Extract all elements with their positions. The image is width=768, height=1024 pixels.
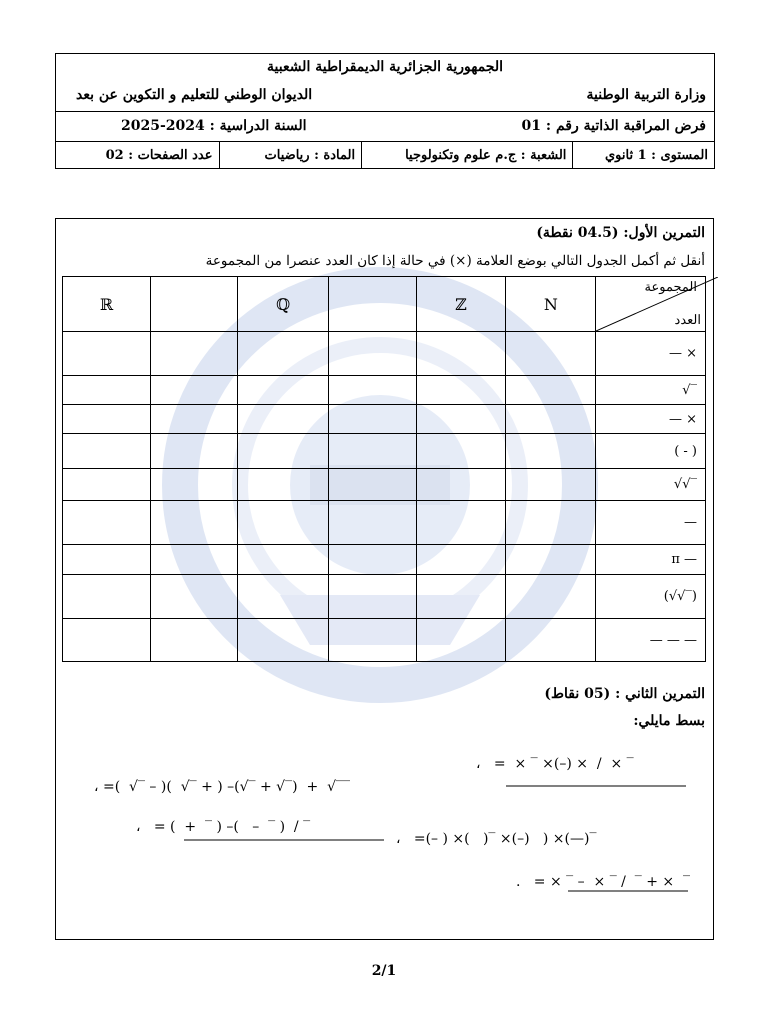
cell[interactable] xyxy=(63,376,151,405)
cell[interactable] xyxy=(506,332,596,376)
cell[interactable] xyxy=(506,405,596,434)
row-number: — × xyxy=(596,332,706,376)
cell[interactable] xyxy=(151,501,238,545)
col-header-N: N xyxy=(506,277,596,332)
cell[interactable] xyxy=(63,434,151,469)
cell[interactable] xyxy=(328,575,416,619)
fraction-bar xyxy=(568,890,688,892)
cell[interactable] xyxy=(63,545,151,575)
row-number: π — xyxy=(596,545,706,575)
expression-1-left: ، =( √‾ – )( √‾ + ) –(√‾ + √‾) + √‾‾ xyxy=(94,779,351,795)
row-number: √√‾ xyxy=(596,469,706,501)
cell[interactable] xyxy=(506,376,596,405)
expression-2-right: ، =(– ) ×( )‾ ×(–) ) ×(—)‾ xyxy=(396,831,597,847)
cell[interactable] xyxy=(151,469,238,501)
cell[interactable] xyxy=(328,619,416,662)
table-corner-cell xyxy=(596,277,706,332)
row-number: √‾ xyxy=(596,376,706,405)
pages-label: عدد الصفحات : 02 xyxy=(105,147,213,163)
table-row xyxy=(63,332,706,376)
fraction-bar xyxy=(506,785,686,787)
cell[interactable] xyxy=(151,619,238,662)
page-number: 2/1 xyxy=(371,963,397,979)
table-row xyxy=(63,545,706,575)
cell[interactable] xyxy=(416,405,506,434)
col-header-Z: ℤ xyxy=(416,277,506,332)
table-header-row xyxy=(63,277,706,332)
cell[interactable] xyxy=(328,405,416,434)
cell[interactable] xyxy=(506,501,596,545)
cell[interactable] xyxy=(416,545,506,575)
cell[interactable] xyxy=(63,575,151,619)
header-row-exam xyxy=(55,111,715,141)
cell[interactable] xyxy=(416,501,506,545)
cell[interactable] xyxy=(63,619,151,662)
table-row xyxy=(63,376,706,405)
row-number: — xyxy=(596,501,706,545)
header-row-info xyxy=(55,141,715,169)
col-header-R: ℝ xyxy=(63,277,151,332)
cell[interactable] xyxy=(238,619,329,662)
table-row xyxy=(63,575,706,619)
cell[interactable] xyxy=(151,332,238,376)
fraction-bar xyxy=(184,839,384,841)
cell[interactable] xyxy=(238,545,329,575)
table-row xyxy=(63,469,706,501)
exercise2-instruction: بسط مايلي: xyxy=(633,713,705,729)
cell[interactable] xyxy=(238,332,329,376)
cell[interactable] xyxy=(416,332,506,376)
row-number: (√√‾) xyxy=(596,575,706,619)
expression-3: . = × ‾ – × ‾ / ‾ + × ‾ xyxy=(516,874,691,890)
corner-set-label: المجموعة xyxy=(644,280,697,295)
col-header-Q: ℚ xyxy=(238,277,329,332)
header-row-institution xyxy=(55,53,715,111)
cell[interactable] xyxy=(151,575,238,619)
table-row xyxy=(63,405,706,434)
col-header-empty-1 xyxy=(328,277,416,332)
sets-table xyxy=(62,276,706,662)
cell[interactable] xyxy=(151,405,238,434)
cell[interactable] xyxy=(506,469,596,501)
exam-title: فرض المراقبة الذاتية رقم : 01 xyxy=(521,118,706,134)
exercise1-instruction: أنقل ثم أكمل الجدول التالي بوضع العلامة (×) في حالة إذا كان العدد عنصرا من المجموعة xyxy=(205,253,705,269)
cell[interactable] xyxy=(238,376,329,405)
cell[interactable] xyxy=(416,434,506,469)
cell[interactable] xyxy=(416,575,506,619)
row-number: — × xyxy=(596,405,706,434)
ministry-name: وزارة التربية الوطنية xyxy=(586,87,706,103)
cell[interactable] xyxy=(151,545,238,575)
cell[interactable] xyxy=(151,376,238,405)
office-name: الديوان الوطني للتعليم و التكوين عن بعد xyxy=(76,87,313,103)
republic-title: الجمهورية الجزائرية الديمقراطية الشعبية xyxy=(266,59,503,75)
cell[interactable] xyxy=(238,405,329,434)
cell[interactable] xyxy=(328,434,416,469)
table-row xyxy=(63,434,706,469)
cell[interactable] xyxy=(238,575,329,619)
exam-header xyxy=(55,53,715,169)
cell[interactable] xyxy=(328,376,416,405)
expression-2-left: ، = ( + ‾ ) –( – ‾ ) / ‾ xyxy=(136,819,311,835)
cell[interactable] xyxy=(63,405,151,434)
corner-number-label: العدد xyxy=(674,313,701,328)
expression-1-right: ، = × ‾ ×(–) × / × ‾ xyxy=(476,756,634,772)
cell[interactable] xyxy=(416,376,506,405)
row-number: ( - ) xyxy=(596,434,706,469)
cell[interactable] xyxy=(416,469,506,501)
exercise1-title: التمرين الأول: (04.5 نقطة) xyxy=(536,225,705,241)
cell[interactable] xyxy=(238,469,329,501)
cell[interactable] xyxy=(63,332,151,376)
cell[interactable] xyxy=(151,434,238,469)
cell[interactable] xyxy=(506,619,596,662)
cell[interactable] xyxy=(328,501,416,545)
col-header-empty-2 xyxy=(151,277,238,332)
row-number: — — — xyxy=(596,619,706,662)
cell[interactable] xyxy=(238,434,329,469)
cell[interactable] xyxy=(506,575,596,619)
cell[interactable] xyxy=(506,545,596,575)
table-row xyxy=(63,501,706,545)
cell[interactable] xyxy=(328,332,416,376)
stream-label: الشعبة : ج.م علوم وتكنولوجيا xyxy=(361,142,572,168)
school-year: السنة الدراسية : 2024-2025 xyxy=(121,118,307,134)
cell[interactable] xyxy=(238,501,329,545)
table-row xyxy=(63,619,706,662)
cell[interactable] xyxy=(63,469,151,501)
cell[interactable] xyxy=(416,619,506,662)
cell[interactable] xyxy=(506,434,596,469)
exercise-box xyxy=(55,218,714,940)
exercise2-title: التمرين الثاني : (05 نقاط) xyxy=(544,686,705,702)
cell[interactable] xyxy=(328,545,416,575)
cell[interactable] xyxy=(328,469,416,501)
subject-label: المادة : رياضيات xyxy=(219,142,362,168)
level-label: المستوى : 1 ثانوي xyxy=(572,142,714,168)
cell[interactable] xyxy=(63,501,151,545)
